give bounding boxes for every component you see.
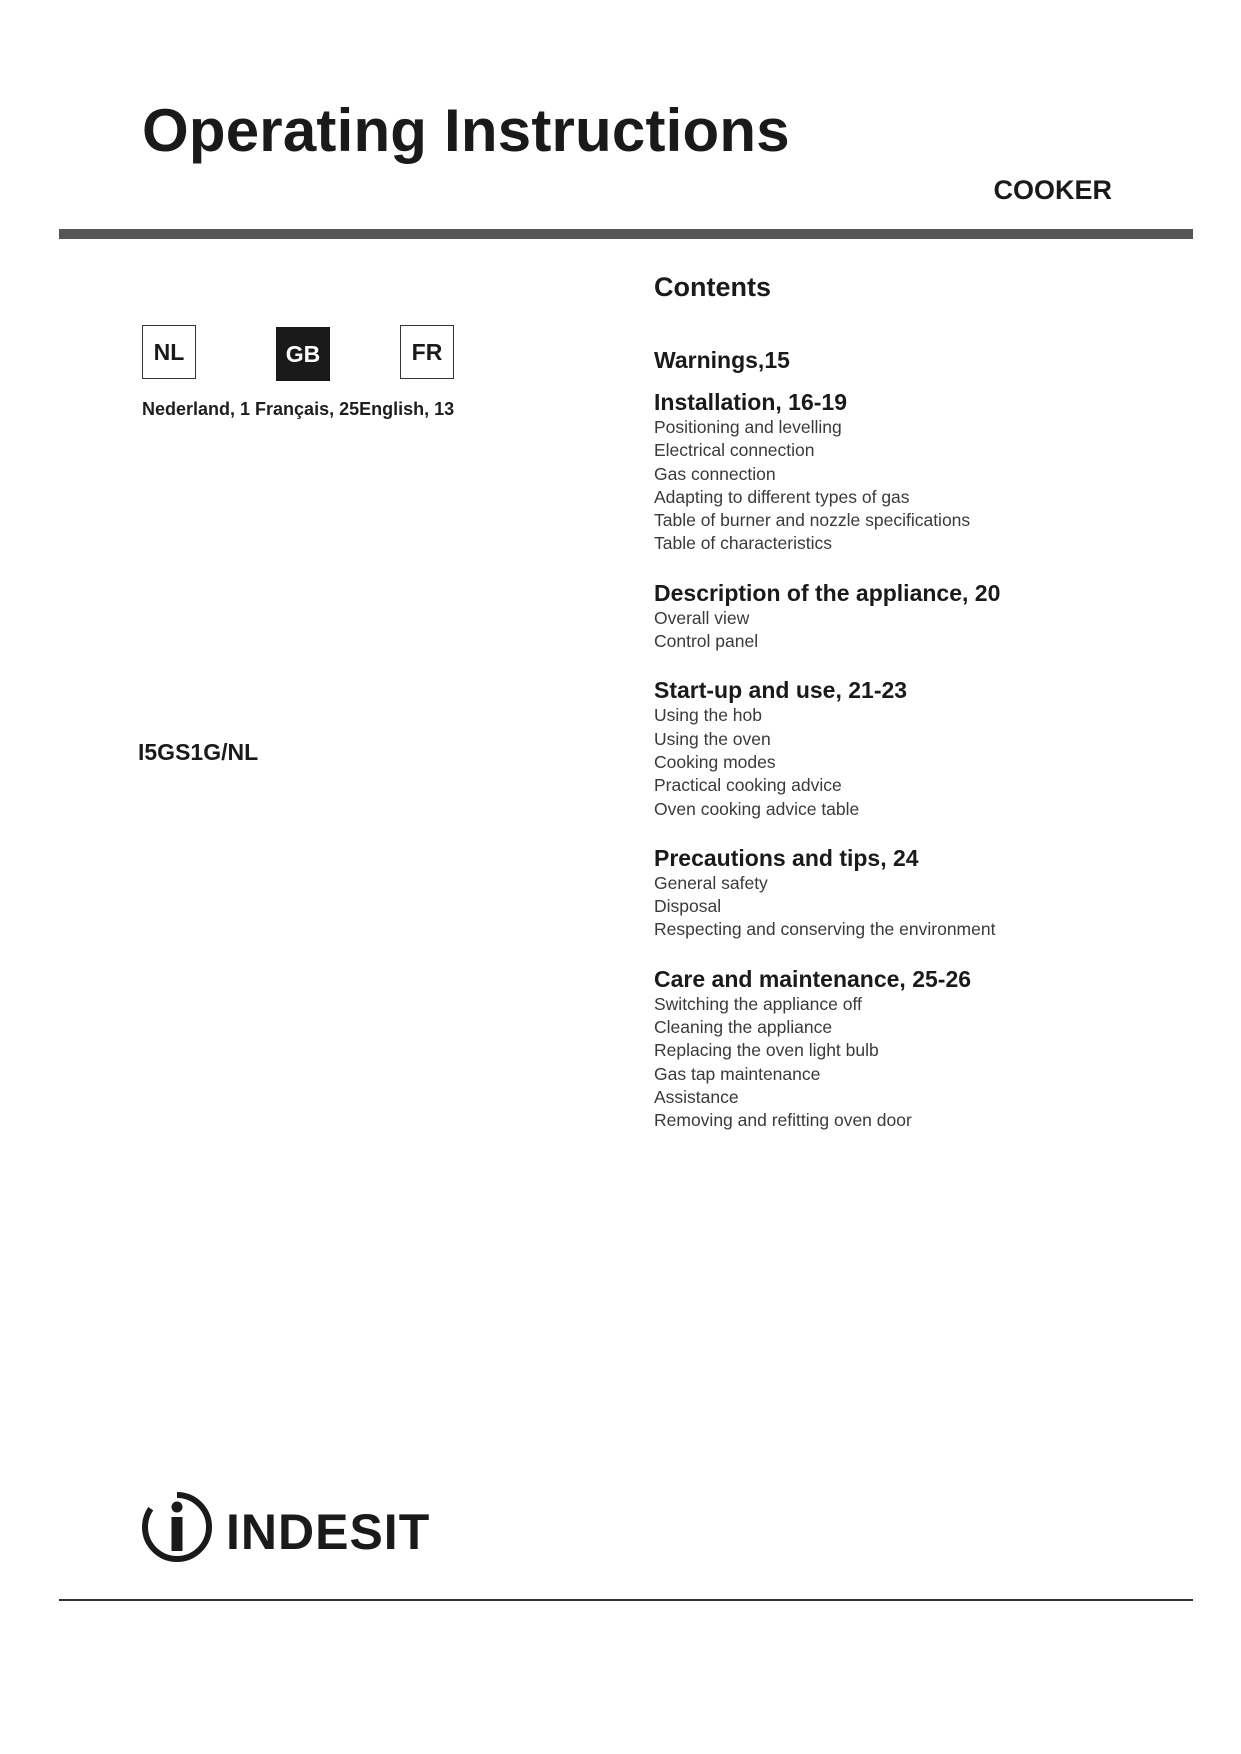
toc-item: Gas connection: [654, 463, 776, 484]
brand-name: INDESIT: [226, 1504, 430, 1560]
toc-item: Positioning and levelling: [654, 417, 842, 437]
language-code: GB: [285, 340, 321, 367]
toc-item: Overall view: [654, 607, 750, 628]
toc-item: Respecting and conserving the environment: [654, 919, 996, 940]
toc-section: [654, 676, 1074, 820]
toc-section-heading: Start-up and use, 21-23: [654, 677, 908, 704]
product-type: COOKER: [993, 175, 1112, 205]
toc-item: Replacing the oven light bulb: [654, 1040, 879, 1061]
toc-item: Table of characteristics: [654, 533, 832, 554]
toc-item: Disposal: [654, 896, 722, 917]
toc-section-heading: Warnings,15: [654, 347, 790, 373]
toc-item: Cleaning the appliance: [654, 1017, 833, 1038]
language-box-nl: [142, 325, 196, 379]
toc-item: Practical cooking advice: [654, 775, 842, 796]
language-code: NL: [153, 338, 185, 365]
toc-item: Adapting to different types of gas: [654, 486, 910, 507]
toc-item: Assistance: [654, 1086, 739, 1107]
indesit-logo-icon: [140, 1491, 430, 1563]
toc-item: Gas tap maintenance: [654, 1063, 821, 1084]
toc-item: General safety: [654, 872, 768, 893]
model-number: I5GS1G/NL: [138, 739, 259, 765]
header-divider: [59, 229, 1193, 239]
toc-section: [654, 844, 1074, 942]
language-box-gb: [276, 327, 330, 381]
language-box-fr: [400, 325, 454, 379]
toc-section-heading: Precautions and tips, 24: [654, 844, 919, 871]
toc-item: Switching the appliance off: [654, 993, 862, 1014]
toc-item: Table of burner and nozzle specifications: [654, 510, 971, 531]
toc-section: [654, 388, 1074, 556]
toc-item: Using the oven: [654, 728, 771, 749]
toc-section-heading: Description of the appliance, 20: [654, 579, 1001, 606]
toc-section-heading: Care and maintenance, 25-26: [654, 965, 972, 992]
toc-section-heading: Installation, 16-19: [654, 389, 848, 415]
toc-item: Cooking modes: [654, 751, 776, 772]
toc-item: Oven cooking advice table: [654, 798, 860, 819]
table-of-contents: [654, 346, 1074, 1156]
toc-item: Control panel: [654, 631, 759, 652]
toc-section: [654, 346, 1074, 374]
language-page-index: Nederland, 1 Français, 25English, 13: [142, 399, 455, 419]
toc-item: Removing and refitting oven door: [654, 1110, 912, 1131]
toc-item: Using the hob: [654, 705, 762, 726]
language-code: FR: [411, 338, 443, 365]
toc-item: Electrical connection: [654, 440, 815, 461]
document-title: Operating Instructions: [142, 97, 790, 164]
toc-section: [654, 965, 1074, 1133]
footer-divider: [59, 1599, 1193, 1601]
contents-title: Contents: [654, 272, 771, 302]
toc-section: [654, 579, 1074, 654]
